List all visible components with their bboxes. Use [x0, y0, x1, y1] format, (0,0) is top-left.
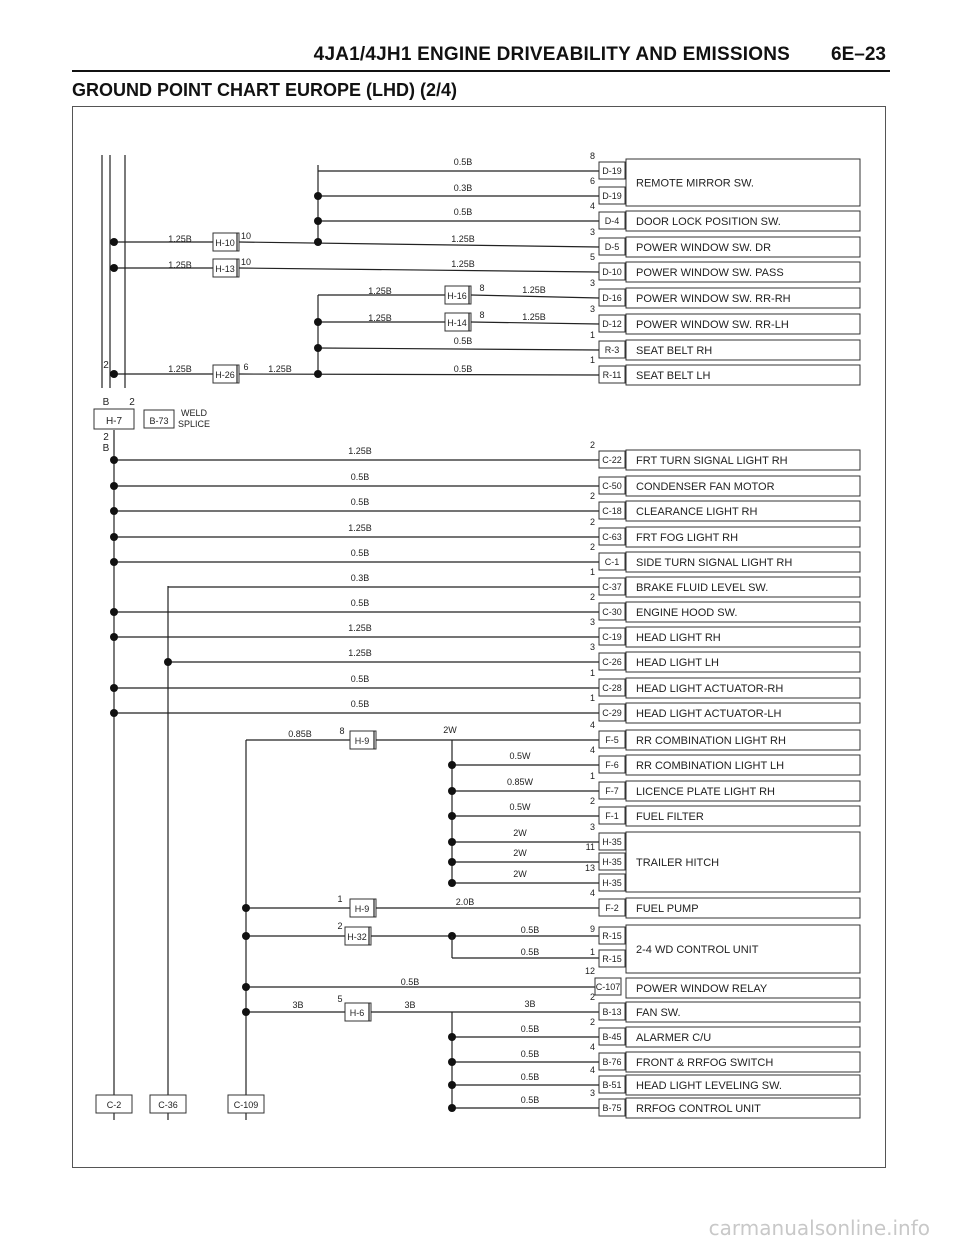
label: 2W	[513, 848, 527, 858]
pin-number: 1	[589, 567, 595, 577]
splice-dot	[242, 932, 250, 940]
label: 0.5W	[509, 751, 531, 761]
splice-dot	[448, 761, 456, 769]
pin-number: 1	[589, 330, 595, 340]
label: 1.25B	[348, 446, 372, 456]
wire	[471, 322, 599, 324]
splice-dot	[242, 983, 250, 991]
label: 1.25B	[368, 313, 392, 323]
component-label: POWER WINDOW SW. PASS	[636, 267, 784, 279]
connector-label: D-12	[602, 319, 622, 329]
connector-label: D-19	[602, 191, 622, 201]
splice-dot	[448, 838, 456, 846]
connector-label: B-51	[602, 1080, 622, 1090]
pin-number: 4	[589, 720, 595, 730]
pin-number: 8	[589, 151, 595, 161]
label: SPLICE	[177, 419, 211, 429]
pin-number: 4	[589, 201, 595, 211]
component-label: POWER WINDOW SW. RR-RH	[636, 293, 791, 305]
component-label: HEAD LIGHT LEVELING SW.	[636, 1080, 782, 1092]
connector-label: C-18	[602, 506, 622, 516]
component-label: FRT FOG LIGHT RH	[636, 532, 739, 544]
splice-dot	[448, 879, 456, 887]
section-title: GROUND POINT CHART EUROPE (LHD) (2/4)	[72, 80, 458, 100]
component-label: LICENCE PLATE LIGHT RH	[636, 786, 775, 798]
manual-title: 4JA1/4JH1 ENGINE DRIVEABILITY AND EMISSIONS	[313, 44, 790, 65]
connector-label: F-2	[605, 903, 619, 913]
pin-number: 1	[589, 771, 595, 781]
splice-dot	[164, 658, 172, 666]
splice-dot	[110, 709, 118, 717]
label: 0.5B	[350, 674, 370, 684]
label: 8	[339, 726, 345, 736]
splice-dot	[314, 370, 322, 378]
splice-dot	[314, 238, 322, 246]
component-label: HEAD LIGHT ACTUATOR-LH	[636, 708, 782, 720]
label: B	[102, 397, 110, 408]
component-label: CONDENSER FAN MOTOR	[636, 481, 775, 493]
label: 2	[129, 397, 135, 408]
label: 1.25B	[348, 648, 372, 658]
label: 2W	[443, 725, 457, 735]
label: 2W	[513, 828, 527, 838]
label: 12	[584, 966, 595, 976]
component-label: TRAILER HITCH	[636, 857, 720, 869]
splice-dot	[448, 1058, 456, 1066]
label: 0.5W	[509, 802, 531, 812]
pin-number: 3	[589, 642, 595, 652]
pin-number: 4	[589, 745, 595, 755]
label: 0.5B	[520, 1049, 540, 1059]
pin-number: 2	[589, 440, 595, 450]
label: 3B	[404, 1000, 416, 1010]
splice-dot	[242, 904, 250, 912]
wire	[471, 295, 599, 298]
label: 9	[589, 924, 595, 934]
inline-connector-label: H-9	[354, 736, 370, 746]
label: 5	[337, 994, 343, 1004]
component-label: DOOR LOCK POSITION SW.	[636, 216, 781, 228]
splice-dot	[110, 608, 118, 616]
label: 0.5B	[350, 598, 370, 608]
label: 0.3B	[453, 183, 473, 193]
label: 2W	[513, 869, 527, 879]
label: 0.5B	[520, 1095, 540, 1105]
inline-connector-label: H-6	[349, 1008, 365, 1018]
splice-dot	[110, 633, 118, 641]
component-label: RRFOG CONTROL UNIT	[636, 1103, 761, 1115]
ground-label: C-109	[233, 1100, 259, 1110]
splice-dot	[448, 1081, 456, 1089]
splice-dot	[448, 858, 456, 866]
component-label: SEAT BELT LH	[636, 370, 711, 382]
label: 1.25B	[451, 259, 475, 269]
pin-number: 6	[589, 176, 595, 186]
watermark: carmanualsonline.info	[708, 1216, 930, 1240]
label: 0.5B	[453, 157, 473, 167]
inline-connector-label: H-16	[447, 291, 467, 301]
connector-label: R-15	[602, 931, 622, 941]
pin-number: 3	[589, 278, 595, 288]
splice-dot	[110, 507, 118, 515]
label: WELD	[180, 408, 208, 418]
splice-dot	[448, 812, 456, 820]
label: 0.5B	[520, 1072, 540, 1082]
label: 0.5B	[350, 699, 370, 709]
splice-dot	[314, 344, 322, 352]
pin-number: 3	[589, 304, 595, 314]
label: 6	[243, 362, 249, 372]
connector-label: F-5	[605, 735, 619, 745]
splice-dot	[110, 370, 118, 378]
component-label: ENGINE HOOD SW.	[636, 607, 738, 619]
component-label: POWER WINDOW SW. RR-LH	[636, 319, 789, 331]
pin-number: 4	[589, 1065, 595, 1075]
label: 2	[103, 432, 109, 443]
component-label: FUEL FILTER	[636, 811, 704, 823]
label: 3B	[292, 1000, 304, 1010]
connector-label: H-35	[602, 857, 622, 867]
label: 2	[103, 360, 109, 371]
connector-label: C-30	[602, 607, 622, 617]
splice-dot	[242, 1008, 250, 1016]
pin-number: 1	[589, 668, 595, 678]
connector-label: C-19	[602, 632, 622, 642]
pin-number: 2	[589, 542, 595, 552]
pin-number: 4	[589, 888, 595, 898]
connector-label: C-50	[602, 481, 622, 491]
component-label: HEAD LIGHT LH	[636, 657, 719, 669]
component-label: REMOTE MIRROR SW.	[636, 177, 754, 190]
splice-dot	[314, 192, 322, 200]
connector-label: R-15	[602, 954, 622, 964]
connector-label: C-107	[595, 982, 621, 992]
label: 1.25B	[368, 286, 392, 296]
connector-label: D-4	[604, 216, 620, 226]
label: 1.25B	[168, 364, 192, 374]
wire	[318, 348, 599, 350]
component-label: 2-4 WD CONTROL UNIT	[636, 944, 759, 956]
pin-number: 2	[589, 592, 595, 602]
pin-number: 2	[589, 517, 595, 527]
connector-label: C-28	[602, 683, 622, 693]
pin-number: 4	[589, 1042, 595, 1052]
label: 0.5B	[400, 977, 420, 987]
wire	[239, 242, 599, 247]
splice-dot	[448, 1104, 456, 1112]
connector-label: C-22	[602, 455, 622, 465]
component-label: FRT TURN SIGNAL LIGHT RH	[636, 455, 788, 467]
pin-number: 2	[589, 796, 595, 806]
ground-label: C-36	[158, 1100, 178, 1110]
pin-number: 3	[589, 822, 595, 832]
component-label: POWER WINDOW SW. DR	[636, 242, 772, 254]
label: 1.25B	[168, 260, 192, 270]
inline-connector-label: H-32	[347, 932, 367, 942]
pin-number: 3	[589, 227, 595, 237]
label: 0.5B	[453, 336, 473, 346]
splice-dot	[448, 1033, 456, 1041]
label: 2	[337, 921, 343, 931]
label: 1	[589, 947, 595, 957]
component-label: POWER WINDOW RELAY	[636, 983, 768, 995]
inline-connector-label: H-10	[215, 238, 235, 248]
component-label: BRAKE FLUID LEVEL SW.	[636, 582, 769, 594]
pin-number: 13	[584, 863, 595, 873]
connector-label: C-63	[602, 532, 622, 542]
connector-label: B-13	[602, 1007, 622, 1017]
connector-label: H-35	[602, 837, 622, 847]
connector-label: B-73	[149, 416, 169, 426]
pin-number: 5	[589, 252, 595, 262]
label: 3B	[524, 999, 536, 1009]
label: 0.5B	[350, 497, 370, 507]
connector-label: D-5	[604, 242, 620, 252]
page-number: 6E–23	[831, 44, 886, 65]
pin-number: 2	[589, 1017, 595, 1027]
label: 0.85W	[506, 777, 534, 787]
label: 1.25B	[522, 285, 546, 295]
connector-label: C-29	[602, 708, 622, 718]
component-label: CLEARANCE LIGHT RH	[636, 506, 758, 518]
inline-connector-label: H-9	[354, 904, 370, 914]
label: 0.5B	[520, 947, 540, 957]
wire	[239, 268, 599, 272]
splice-dot	[314, 217, 322, 225]
splice-dot	[110, 684, 118, 692]
connector-label: F-7	[605, 786, 619, 796]
connector-label: B-75	[602, 1103, 622, 1113]
pin-number: 1	[589, 355, 595, 365]
pin-number: 11	[585, 842, 595, 852]
splice-dot	[110, 238, 118, 246]
label: 2.0B	[455, 897, 475, 907]
label: 0.85B	[288, 729, 312, 739]
ground-label: C-2	[106, 1100, 122, 1110]
pin-number: 2	[589, 992, 595, 1002]
label: 1.25B	[168, 234, 192, 244]
connector-label: H-7	[105, 416, 123, 427]
splice-dot	[110, 482, 118, 490]
splice-dot	[110, 558, 118, 566]
label: 0.5B	[520, 925, 540, 935]
label: 8	[479, 283, 485, 293]
label: 0.5B	[520, 1024, 540, 1034]
splice-dot	[448, 787, 456, 795]
connector-label: B-45	[602, 1032, 622, 1042]
inline-connector-label: H-14	[447, 318, 467, 328]
component-label: RR COMBINATION LIGHT LH	[636, 760, 785, 772]
splice-dot	[110, 264, 118, 272]
component-label: SEAT BELT RH	[636, 345, 713, 357]
component-label: HEAD LIGHT ACTUATOR-RH	[636, 683, 784, 695]
inline-connector-label: H-26	[215, 370, 235, 380]
connector-label: F-1	[605, 811, 619, 821]
connector-label: R-11	[602, 370, 622, 380]
connector-label: C-1	[604, 557, 620, 567]
label: 1.25B	[451, 234, 475, 244]
connector-label: F-6	[605, 760, 619, 770]
connector-label: R-3	[604, 345, 620, 355]
label: 8	[479, 310, 485, 320]
label: 0.5B	[453, 207, 473, 217]
label: B	[102, 443, 110, 454]
connector-label: B-76	[602, 1057, 622, 1067]
splice-dot	[314, 318, 322, 326]
label: 0.5B	[350, 548, 370, 558]
component-label: RR COMBINATION LIGHT RH	[636, 735, 786, 747]
component-label: ALARMER C/U	[636, 1032, 712, 1044]
connector-label: H-35	[602, 878, 622, 888]
label: 1.25B	[268, 364, 292, 374]
label: 1	[337, 894, 343, 904]
component-label: FRONT & RRFOG SWITCH	[636, 1057, 774, 1069]
pin-number: 2	[589, 491, 595, 501]
inline-connector-label: H-13	[215, 264, 235, 274]
splice-dot	[110, 456, 118, 464]
pin-number: 3	[589, 1088, 595, 1098]
label: 1.25B	[348, 523, 372, 533]
pin-number: 3	[589, 617, 595, 627]
label: 0.3B	[350, 573, 370, 583]
connector-label: D-10	[602, 267, 622, 277]
component-label: FAN SW.	[636, 1007, 681, 1019]
component-label: SIDE TURN SIGNAL LIGHT RH	[636, 557, 793, 569]
label: 10	[240, 257, 252, 267]
label: 1.25B	[348, 623, 372, 633]
connector-label: C-26	[602, 657, 622, 667]
label: 0.5B	[350, 472, 370, 482]
label: 1.25B	[522, 312, 546, 322]
connector-label: D-19	[602, 166, 622, 176]
label: 0.5B	[453, 364, 473, 374]
label: 10	[240, 231, 252, 241]
pin-number: 1	[589, 693, 595, 703]
splice-dot	[110, 533, 118, 541]
connector-label: C-37	[602, 582, 622, 592]
connector-label: D-16	[602, 293, 622, 303]
component-label: FUEL PUMP	[636, 903, 699, 915]
component-label: HEAD LIGHT RH	[636, 632, 721, 644]
wire	[239, 374, 599, 375]
